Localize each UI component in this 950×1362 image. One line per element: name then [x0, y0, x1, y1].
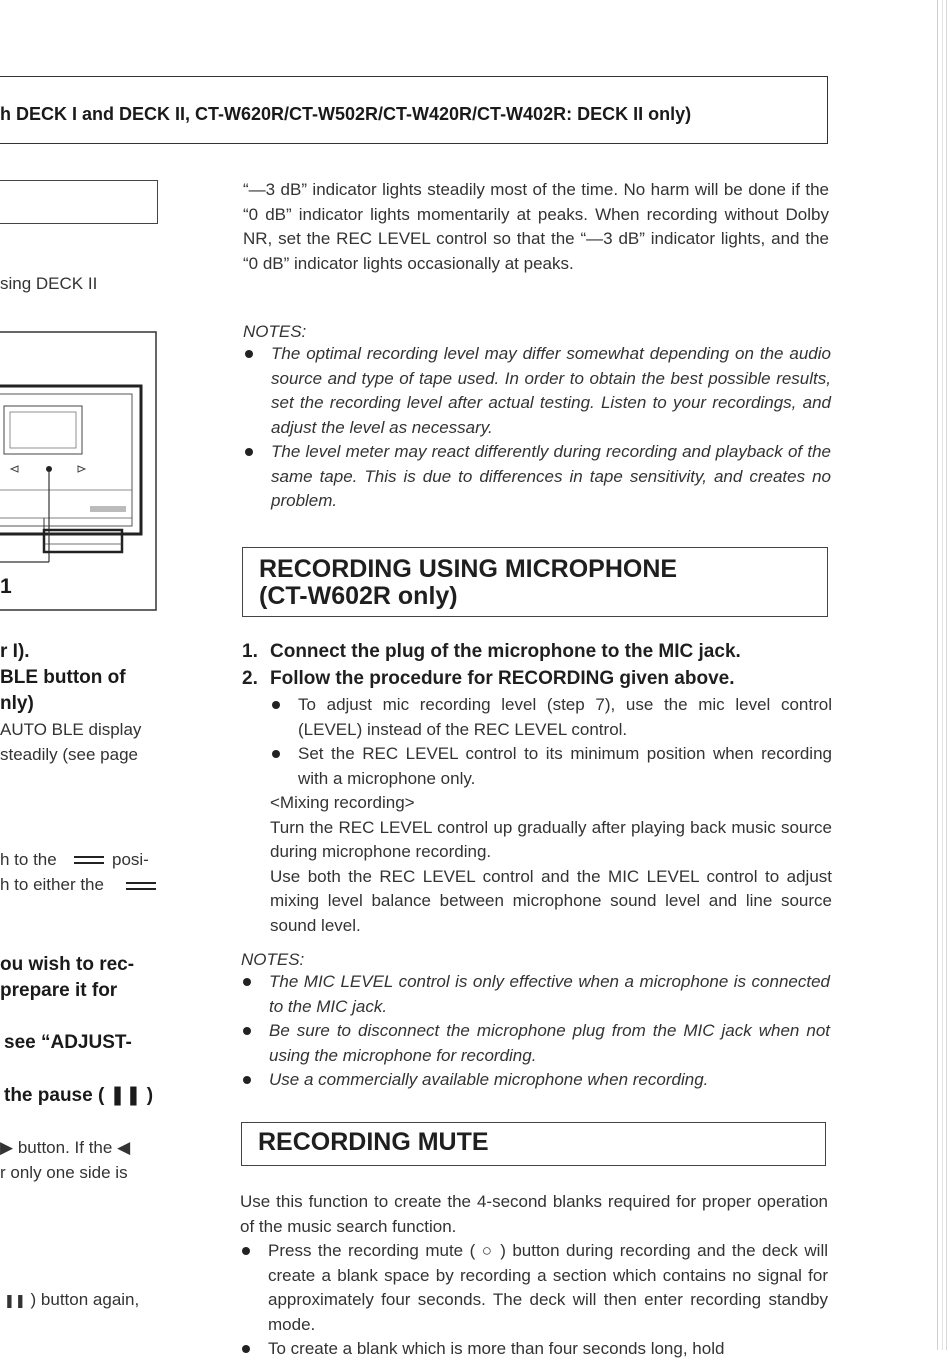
left-text-button-again-line	[4, 1290, 139, 1310]
mixing-block	[270, 791, 832, 938]
notes-list	[241, 970, 830, 1093]
left-text-switch-line2	[0, 875, 104, 895]
intro-paragraph: “—3 dB” indicator lights steadily most of the time. No harm will be done if the “0 dB” indicator lights momentarily at peaks. When recording without Dolby NR, set the REC LEVEL control so that the “—3 dB” indicator lights, and the “0 dB” indicator lights occasionally at peaks.	[243, 180, 829, 273]
left-text-button-again: ) button again,	[30, 1290, 140, 1309]
mic-bullet: Set the REC LEVEL control to its minimum position when recording with a microphone only.	[270, 742, 832, 791]
tape-normal-icon	[74, 856, 104, 864]
mixing-paragraph-1: Turn the REC LEVEL control up gradually after playing back music source during microphone recording.	[270, 817, 832, 861]
deck-diagram	[0, 330, 160, 612]
page-header: h DECK I and DECK II, CT-W620R/CT-W502R/CT-W420R/CT-W402R: DECK II only)	[0, 104, 692, 124]
notes-title: NOTES:	[243, 322, 307, 341]
left-text-nly: nly)	[0, 693, 34, 714]
mic-section-header	[242, 547, 828, 617]
left-text-sing-deck: sing DECK II	[0, 274, 98, 293]
mute-bullet: To create a blank which is more than four seconds long, hold	[240, 1337, 828, 1362]
left-text-h-to-either: h to either the	[0, 875, 104, 894]
figure-number: 1	[0, 575, 12, 598]
mute-bullet-list	[240, 1239, 828, 1362]
mixing-title: <Mixing recording>	[270, 793, 415, 812]
pause-icon-small: ❚❚	[4, 1293, 26, 1308]
left-text-posi: posi-	[112, 850, 149, 869]
notes-list	[243, 342, 831, 514]
notes-block-2	[241, 950, 830, 1093]
tape-cro2-icon	[126, 882, 156, 890]
mic-steps	[242, 638, 832, 938]
notes-title: NOTES:	[241, 950, 305, 969]
scan-edge-line	[937, 0, 938, 1350]
note-item: Use a commercially available microphone when recording.	[241, 1068, 830, 1093]
section-title-line2: (CT-W602R only)	[259, 582, 458, 610]
left-text-steadily: steadily (see page	[0, 745, 138, 764]
left-text-auto-ble: AUTO BLE display	[0, 720, 142, 739]
section-title: RECORDING MUTE	[258, 1128, 489, 1156]
left-text-button-if: button. If the	[17, 1138, 113, 1157]
note-item: The MIC LEVEL control is only effective when a microphone is connected to the MIC jack.	[241, 970, 830, 1019]
note-item: Be sure to disconnect the microphone plug from the MIC jack when not using the microphone for recording.	[241, 1019, 830, 1068]
pause-icon: ❚❚	[109, 1085, 142, 1106]
mute-body	[240, 1190, 828, 1362]
left-text-switch-line1	[0, 850, 149, 870]
left-text-pause: the pause (	[4, 1085, 105, 1106]
left-text-prepare: prepare it for	[0, 980, 118, 1001]
section-title-line1: RECORDING USING MICROPHONE	[259, 555, 678, 583]
mute-bullet: Press the recording mute ( ○ ) button during recording and the deck will create a blank space by recording a section which contains no signal for approximately four seconds. The deck will then enter recording standby mode.	[240, 1239, 828, 1337]
left-text-only-one: r only one side is	[0, 1163, 128, 1182]
left-text-pause-end: )	[146, 1085, 154, 1106]
step-text: Connect the plug of the microphone to the MIC jack.	[270, 641, 741, 662]
step-number: 2.	[242, 668, 258, 689]
mic-bullet-list	[270, 693, 832, 791]
mute-intro: Use this function to create the 4-second blanks required for proper operation of the music search function.	[240, 1192, 828, 1236]
step-text: Follow the procedure for RECORDING given above.	[270, 668, 735, 689]
steps-list	[242, 638, 832, 692]
left-text-ble-button: BLE button of	[0, 667, 126, 688]
mute-section-header	[241, 1122, 826, 1166]
note-item: The level meter may react differently during recording and playback of the same tape. This is due to differences in tape sensitivity, and creates no problem.	[243, 440, 831, 514]
notes-block-1	[243, 322, 831, 514]
scan-edge-line	[946, 0, 947, 1350]
note-item: The optimal recording level may differ somewhat depending on the audio source and type of tape used. In order to obtain the best possible results, set the recording level after actual testing. Listen to your recordings, and adjust the level as necessary.	[243, 342, 831, 440]
left-text-r-l: r I).	[0, 641, 30, 662]
step-item	[242, 638, 832, 665]
left-text-h-to-the: h to the	[0, 850, 57, 869]
step-number: 1.	[242, 641, 258, 662]
left-text-pause-line	[4, 1084, 153, 1107]
left-text-see-adjust: see “ADJUST-	[4, 1032, 132, 1053]
left-empty-box	[0, 180, 158, 224]
play-forward-icon: ▶	[0, 1138, 14, 1157]
left-text-button-line	[0, 1138, 130, 1158]
scan-edge-line	[942, 0, 943, 1350]
step-item	[242, 665, 832, 692]
play-reverse-icon: ◀	[117, 1138, 131, 1157]
mixing-paragraph-2: Use both the REC LEVEL control and the MIC LEVEL control to adjust mixing level balance between microphone sound level and line source sound level.	[270, 866, 832, 935]
section-title	[243, 548, 827, 610]
mic-bullet: To adjust mic recording level (step 7), use the mic level control (LEVEL) instead of the REC LEVEL control.	[270, 693, 832, 742]
left-text-ou-wish: ou wish to rec-	[0, 954, 135, 975]
step2-detail	[242, 693, 832, 938]
